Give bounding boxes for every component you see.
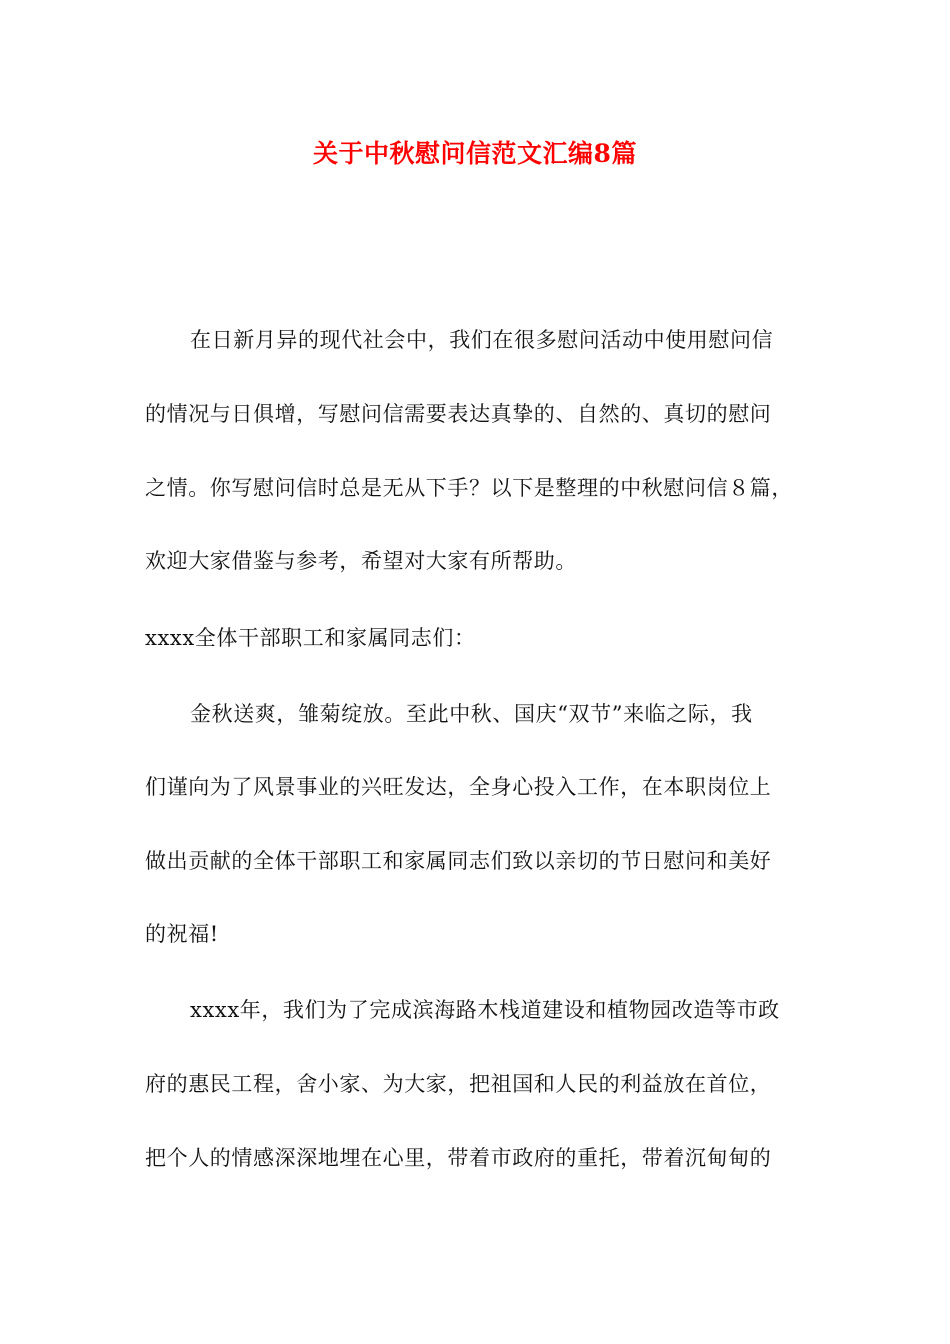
paragraph-line: xxxx年，我们为了完成滨海路木栈道建设和植物园改造等市政 <box>190 998 780 1022</box>
paragraph-line: 金秋送爽，雏菊绽放。至此中秋、国庆“双节”来临之际，我 <box>190 702 753 726</box>
paragraph-line: 的祝福! <box>145 922 219 946</box>
paragraph-line: 欢迎大家借鉴与参考，希望对大家有所帮助。 <box>145 549 577 573</box>
salutation-line: xxxx全体干部职工和家属同志们： <box>145 626 476 650</box>
paragraph-line: 做出贡献的全体干部职工和家属同志们致以亲切的节日慰问和美好 <box>145 849 772 873</box>
paragraph-line: 在日新月异的现代社会中，我们在很多慰问活动中使用慰问信 <box>190 328 774 352</box>
document-title: 关于中秋慰问信范文汇编8篇 <box>313 139 637 168</box>
paragraph-line: 把个人的情感深深地埋在心里，带着市政府的重托，带着沉甸甸的 <box>145 1146 772 1170</box>
paragraph-line: 府的惠民工程，舍小家、为大家，把祖国和人民的利益放在首位， <box>145 1072 772 1096</box>
paragraph-line: 们谨向为了风景事业的兴旺发达，全身心投入工作，在本职岗位上 <box>145 775 772 799</box>
paragraph-line: 之情。你写慰问信时总是无从下手？以下是整理的中秋慰问信８篇， <box>145 476 793 500</box>
paragraph-line: 的情况与日俱增，写慰问信需要表达真挚的、自然的、真切的慰问 <box>145 402 772 426</box>
